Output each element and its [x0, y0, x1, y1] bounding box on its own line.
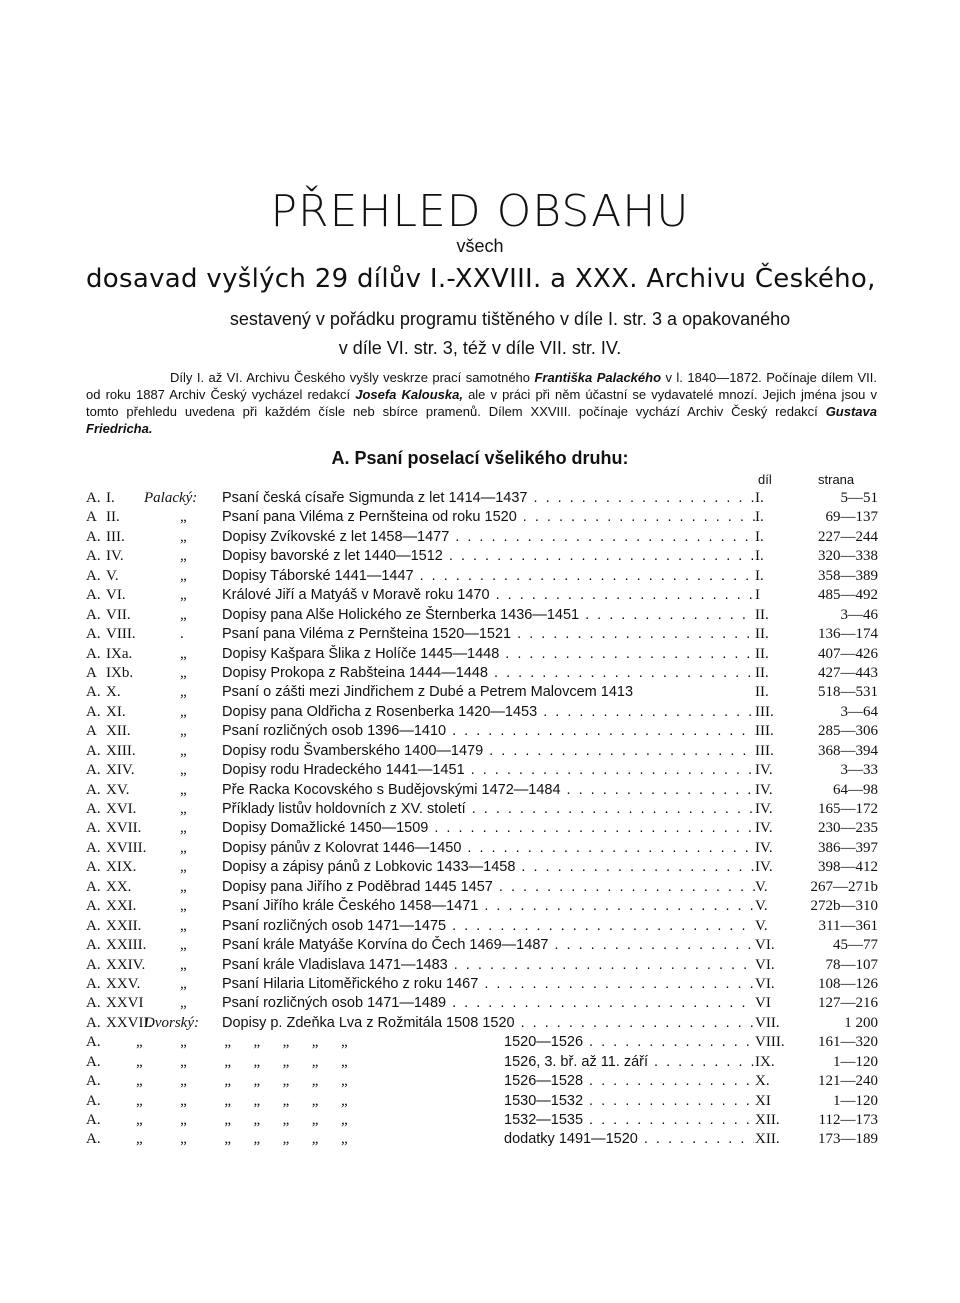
row-title: Psaní pana Viléma z Pernšteina 1520—1521 . . . — [222, 625, 755, 644]
row-title: Psaní Jiřího krále Českého 1458—1471 . . . — [222, 897, 755, 916]
row-prefix: A. — [86, 684, 101, 701]
row-title: Dopisy a zápisy pánů z Lobkovic 1433—1458 . . . — [222, 858, 755, 877]
row-title: Psaní rozličných osob 1471—1475 . . . — [222, 917, 755, 936]
row-ditto-mark: „ — [180, 937, 187, 954]
row-ditto-marks: „ „ „ „ „ „ „ — [136, 1034, 348, 1051]
table-row — [0, 742, 960, 761]
row-pages: 427—443 — [818, 664, 878, 681]
intro-paragraph — [86, 369, 877, 437]
table-row — [0, 508, 960, 527]
row-prefix: A — [86, 509, 97, 526]
row-prefix: A. — [86, 703, 101, 720]
row-ditto-marks: „ „ „ „ „ „ „ — [136, 1092, 348, 1109]
intro-text-b: v l. 1840—1872. Počínaje dílem VII. od roku 1887 Archiv Český vycházel redakcí — [86, 370, 877, 402]
table-row — [0, 1092, 960, 1111]
row-ditto-mark: „ — [180, 762, 187, 779]
table-row — [0, 839, 960, 858]
row-title: 1520—1526 . . . — [504, 1033, 754, 1052]
table-row — [0, 664, 960, 683]
row-prefix: A — [86, 664, 97, 681]
table-row — [0, 1072, 960, 1091]
table-row — [0, 1033, 960, 1052]
table-row — [0, 489, 960, 508]
row-ditto-mark: „ — [180, 917, 187, 934]
row-ditto-mark: „ — [180, 723, 187, 740]
row-number: V. — [106, 567, 119, 584]
row-volume: V. — [755, 898, 768, 915]
row-ditto-mark: „ — [180, 995, 187, 1012]
row-pages: 5—51 — [840, 490, 878, 506]
row-number: III. — [106, 528, 125, 545]
row-ditto-mark: „ — [180, 898, 187, 915]
row-ditto-marks: „ „ „ „ „ „ „ — [136, 1131, 348, 1148]
row-number: XIII. — [106, 742, 136, 759]
row-prefix: A. — [86, 742, 101, 759]
row-title: 1526, 3. bř. až 11. září . . . — [504, 1053, 754, 1072]
row-pages: 230—235 — [818, 820, 878, 837]
row-pages: 3—33 — [840, 762, 878, 779]
contents-table — [0, 489, 960, 1150]
table-row — [0, 1111, 960, 1130]
table-row — [0, 1014, 960, 1033]
row-title: Dopisy rodu Hradeckého 1441—1451 . . . — [222, 761, 755, 780]
row-volume: III. — [755, 742, 774, 759]
table-row — [0, 858, 960, 877]
table-row — [0, 586, 960, 605]
row-title: Dopisy Kašpara Šlika z Holíče 1445—1448 . . . — [222, 645, 755, 664]
row-number: XIV. — [106, 762, 135, 779]
row-prefix: A. — [86, 995, 101, 1012]
row-prefix: A. — [86, 1131, 101, 1148]
row-prefix: A. — [86, 1034, 101, 1051]
row-title: Dopisy pana Alše Holického ze Šternberka 1436—1451 . . . — [222, 606, 755, 625]
row-title: Dopisy bavorské z let 1440—1512 . . . — [222, 547, 755, 566]
row-title: Dopisy Prokopa z Rabšteina 1444—1448 . . . — [222, 664, 755, 683]
row-pages: 3—64 — [840, 703, 878, 720]
table-row — [0, 606, 960, 625]
row-title: 1532—1535 . . . — [504, 1111, 754, 1130]
table-row — [0, 878, 960, 897]
table-row — [0, 528, 960, 547]
row-volume: VII. — [755, 1014, 780, 1031]
table-row — [0, 897, 960, 916]
row-pages: 165—172 — [818, 801, 878, 817]
row-volume: III. — [755, 703, 774, 720]
row-volume: IV. — [755, 820, 773, 837]
row-prefix: A. — [86, 645, 101, 662]
row-pages: 227—244 — [818, 528, 878, 545]
row-pages: 1—120 — [833, 1092, 878, 1109]
row-ditto-mark: „ — [180, 664, 187, 681]
table-row — [0, 645, 960, 664]
table-row — [0, 819, 960, 838]
row-ditto-mark: „ — [180, 781, 187, 798]
row-title: Psaní Hilaria Litoměřického z roku 1467 . . . — [222, 975, 755, 994]
row-prefix: A. — [86, 1112, 101, 1128]
row-volume: IV. — [755, 859, 773, 876]
table-row — [0, 761, 960, 780]
row-volume: VI — [755, 995, 771, 1012]
table-row — [0, 625, 960, 644]
row-ditto-mark: „ — [180, 975, 187, 992]
row-number: XV. — [106, 781, 130, 798]
row-number: XVIII. — [106, 839, 147, 856]
row-pages: 64—98 — [833, 781, 878, 798]
row-pages: 1 200 — [844, 1014, 878, 1031]
row-prefix: A. — [86, 548, 101, 565]
row-title: Pře Racka Kocovského s Budějovskými 1472—1484 . . . — [222, 781, 755, 800]
row-volume: XII. — [755, 1112, 780, 1128]
row-ditto-marks: „ „ „ „ „ „ „ — [136, 1073, 348, 1090]
row-ditto-mark: „ — [180, 567, 187, 584]
row-prefix: A. — [86, 781, 101, 798]
table-row — [0, 722, 960, 741]
row-author: Dvorský: — [144, 1014, 199, 1031]
row-ditto-mark: „ — [180, 528, 187, 545]
row-prefix: A. — [86, 528, 101, 545]
row-pages: 1—120 — [833, 1053, 878, 1070]
row-pages: 3—46 — [840, 606, 878, 623]
row-number: XXIV. — [106, 956, 146, 973]
table-row — [0, 781, 960, 800]
row-volume: II. — [755, 645, 769, 662]
row-volume: III. — [755, 723, 774, 740]
row-prefix: A. — [86, 917, 101, 934]
row-pages: 285—306 — [818, 723, 878, 740]
row-ditto-mark: „ — [180, 742, 187, 759]
row-number: XX. — [106, 878, 132, 895]
row-pages: 127—216 — [818, 995, 878, 1012]
row-title: Psaní o zášti mezi Jindřichem z Dubé a Petrem Malovcem 1413 — [222, 684, 634, 701]
row-volume: IV. — [755, 762, 773, 779]
row-title: Dopisy pana Jiřího z Poděbrad 1445 1457 . . . — [222, 878, 755, 897]
row-number: XII. — [106, 723, 131, 740]
row-number: IXb. — [106, 664, 134, 681]
row-ditto-mark: „ — [180, 839, 187, 856]
row-ditto-mark: „ — [180, 703, 187, 720]
row-pages: 518—531 — [818, 684, 878, 701]
row-volume: I. — [755, 490, 764, 506]
row-number: XVI. — [106, 801, 137, 817]
row-pages: 368—394 — [818, 742, 878, 759]
row-number: XI. — [106, 703, 126, 720]
subtitle-line-2: dosavad vyšlých 29 dílův I.-XXVIII. a XXX. Archivu Českého, — [86, 264, 876, 294]
row-prefix: A. — [86, 956, 101, 973]
row-volume: II. — [755, 684, 769, 701]
row-prefix: A. — [86, 567, 101, 584]
row-ditto-mark: „ — [180, 645, 187, 662]
row-title: Dopisy Domažlické 1450—1509 . . . — [222, 819, 755, 838]
row-number: VI. — [106, 587, 126, 604]
row-prefix: A. — [86, 898, 101, 915]
intro-text-a: Díly I. až VI. Archivu Českého vyšly veskrze prací samotného — [170, 370, 535, 385]
row-ditto-marks: „ „ „ „ „ „ „ — [136, 1112, 348, 1128]
row-prefix: A. — [86, 937, 101, 954]
row-ditto-marks: „ „ „ „ „ „ „ — [136, 1053, 348, 1070]
row-number: XIX. — [106, 859, 137, 876]
row-prefix: A. — [86, 820, 101, 837]
table-row — [0, 547, 960, 566]
row-prefix: A. — [86, 1073, 101, 1090]
editor-name-friedrich: Gustava Friedricha. — [86, 404, 877, 436]
row-number: VIII. — [106, 626, 136, 643]
row-title: 1526—1528 . . . — [504, 1072, 754, 1091]
row-number: XXI. — [106, 898, 137, 915]
row-volume: II. — [755, 606, 769, 623]
row-title: Dopisy p. Zdeňka Lva z Rožmitála 1508 1520 . . . — [222, 1014, 755, 1033]
table-row — [0, 956, 960, 975]
row-volume: VI. — [755, 975, 775, 992]
row-ditto-mark: „ — [180, 684, 187, 701]
page-title: PŘEHLED OBSAHU — [270, 186, 690, 237]
row-pages: 161—320 — [818, 1034, 878, 1051]
row-pages: 386—397 — [818, 839, 878, 856]
row-title: Dopisy pana Oldřicha z Rosenberka 1420—1453 . . . — [222, 703, 755, 722]
row-prefix: A. — [86, 762, 101, 779]
row-number: XXV. — [106, 975, 141, 992]
subtitle-line-3: sestavený v pořádku programu tištěného v díle I. str. 3 a opakovaného — [229, 309, 791, 329]
row-number: X. — [106, 684, 121, 701]
row-title: Psaní krále Vladislava 1471—1483 . . . — [222, 956, 755, 975]
row-pages: 358—389 — [818, 567, 878, 584]
row-prefix: A. — [86, 1092, 101, 1109]
row-ditto-mark: „ — [180, 859, 187, 876]
row-volume: I. — [755, 509, 764, 526]
row-title: Psaní krále Matyáše Korvína do Čech 1469—1487 . . . — [222, 936, 755, 955]
row-title: Králové Jiří a Matyáš v Moravě roku 1470 . . . — [222, 586, 755, 605]
row-pages: 45—77 — [833, 937, 878, 954]
row-volume: I. — [755, 548, 764, 565]
row-volume: VI. — [755, 956, 775, 973]
row-number: XXVI — [106, 995, 144, 1012]
intro-text-c: ale v práci při něm účastní se vydavatelé mnozí. Jejich jména jsou v tomto přehledu uvedena při každém čísle neb sbírce pramenů. Dílem XXVIII. počínaje vychází Archiv Český redakcí — [86, 387, 878, 419]
row-pages: 398—412 — [818, 859, 878, 876]
table-row — [0, 994, 960, 1013]
row-number: XXII. — [106, 917, 142, 934]
section-heading: A. Psaní poselací všelikého druhu: — [331, 448, 629, 468]
row-pages: 108—126 — [818, 975, 878, 992]
row-ditto-mark: „ — [180, 606, 187, 623]
table-row — [0, 936, 960, 955]
row-number: XVII. — [106, 820, 142, 837]
row-volume: V. — [755, 917, 768, 934]
table-row — [0, 703, 960, 722]
row-number: I. — [106, 490, 115, 506]
row-volume: II. — [755, 626, 769, 643]
row-ditto-mark: „ — [180, 587, 187, 604]
row-pages: 121—240 — [818, 1073, 878, 1090]
column-header-dil: díl — [758, 472, 772, 487]
row-pages: 320—338 — [818, 548, 878, 565]
row-volume: VIII. — [755, 1034, 785, 1051]
row-ditto-mark: „ — [180, 956, 187, 973]
row-title: Psaní česká císaře Sigmunda z let 1414—1437 . . . — [222, 489, 755, 508]
row-ditto-mark: „ — [180, 878, 187, 895]
row-pages: 173—189 — [818, 1131, 878, 1148]
row-pages: 69—137 — [825, 509, 878, 526]
row-prefix: A. — [86, 1053, 101, 1070]
row-prefix: A. — [86, 606, 101, 623]
row-volume: XII. — [755, 1131, 780, 1148]
subtitle-line-4: v díle VI. str. 3, též v díle VII. str. IV. — [338, 338, 622, 358]
row-prefix: A. — [86, 587, 101, 604]
row-number: XXIII. — [106, 937, 147, 954]
row-volume: IV. — [755, 839, 773, 856]
editor-name-palacky: Františka Palackého — [534, 370, 662, 385]
row-volume: I. — [755, 528, 764, 545]
table-row — [0, 1053, 960, 1072]
row-pages: 311—361 — [818, 917, 878, 934]
editor-name-kalousek: Josefa Kalouska, — [355, 387, 463, 402]
row-prefix: A — [86, 723, 97, 740]
table-row — [0, 975, 960, 994]
row-pages: 112—173 — [818, 1112, 878, 1128]
row-author: Palacký: — [144, 490, 198, 506]
row-pages: 78—107 — [825, 956, 878, 973]
row-ditto-mark: . — [180, 626, 184, 643]
row-pages: 407—426 — [818, 645, 878, 662]
row-title: Příklady listův holdovních z XV. století . . . — [222, 800, 755, 819]
row-volume: VI. — [755, 937, 775, 954]
row-title: dodatky 1491—1520 . . . — [504, 1130, 754, 1149]
row-volume: II. — [755, 664, 769, 681]
row-prefix: A. — [86, 975, 101, 992]
row-volume: X. — [755, 1073, 770, 1090]
row-volume: I — [755, 587, 760, 604]
row-ditto-mark: „ — [180, 509, 187, 526]
table-row — [0, 1130, 960, 1149]
row-prefix: A. — [86, 839, 101, 856]
row-volume: IV. — [755, 801, 773, 817]
row-volume: I. — [755, 567, 764, 584]
row-number: II. — [106, 509, 120, 526]
table-row — [0, 683, 960, 702]
row-pages: 136—174 — [818, 626, 878, 643]
row-title: Dopisy Zvíkovské z let 1458—1477 . . . — [222, 528, 755, 547]
row-prefix: A. — [86, 859, 101, 876]
table-row — [0, 917, 960, 936]
row-title: Psaní pana Viléma z Pernšteina od roku 1520 . . . — [222, 508, 755, 527]
row-title: Dopisy rodu Švamberského 1400—1479 . . . — [222, 742, 755, 761]
row-prefix: A. — [86, 801, 101, 817]
row-number: IV. — [106, 548, 124, 565]
row-ditto-mark: „ — [180, 801, 187, 817]
row-title: Psaní rozličných osob 1471—1489 . . . — [222, 994, 755, 1013]
row-volume: IX. — [755, 1053, 775, 1070]
row-volume: V. — [755, 878, 768, 895]
row-title: Dopisy pánův z Kolovrat 1446—1450 . . . — [222, 839, 755, 858]
row-prefix: A. — [86, 1014, 101, 1031]
row-ditto-mark: „ — [180, 820, 187, 837]
row-prefix: A. — [86, 878, 101, 895]
row-number: XXVII. — [106, 1014, 153, 1031]
row-prefix: A. — [86, 626, 101, 643]
row-title: 1530—1532 . . . — [504, 1092, 754, 1111]
table-row — [0, 567, 960, 586]
row-title: Psaní rozličných osob 1396—1410 . . . — [222, 722, 755, 741]
subtitle-line-1: všech — [456, 236, 504, 256]
row-prefix: A. — [86, 490, 101, 506]
row-pages: 272b—310 — [810, 898, 878, 915]
row-number: VII. — [106, 606, 131, 623]
row-number: IXa. — [106, 645, 133, 662]
row-pages: 267—271b — [810, 878, 878, 895]
table-row — [0, 800, 960, 819]
row-volume: IV. — [755, 781, 773, 798]
row-title: Dopisy Táborské 1441—1447 . . . — [222, 567, 755, 586]
column-header-strana: strana — [818, 472, 855, 487]
row-volume: XI — [755, 1092, 771, 1109]
row-ditto-mark: „ — [180, 548, 187, 565]
row-pages: 485—492 — [818, 587, 878, 604]
